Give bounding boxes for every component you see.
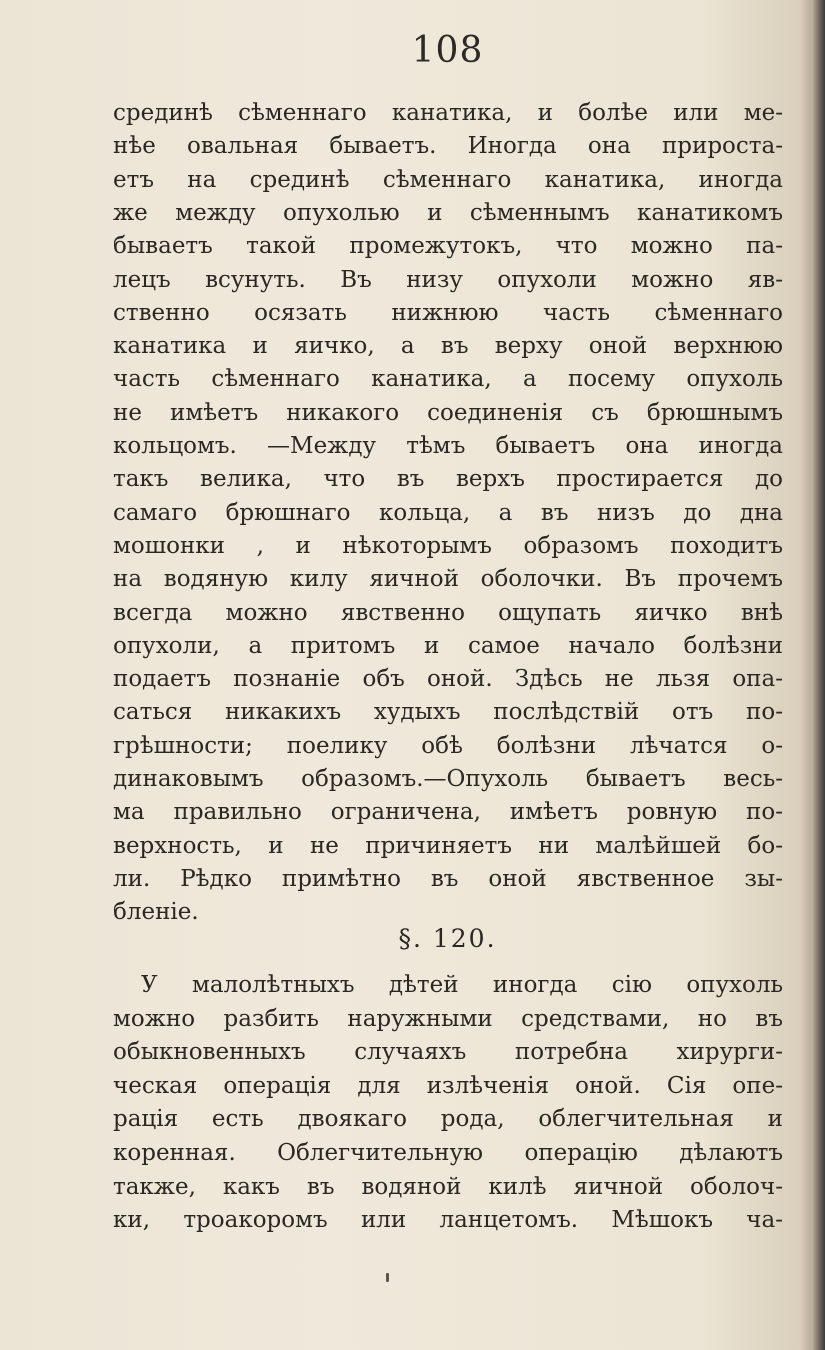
text-line: можно разбить наружными средствами, но въ xyxy=(113,1005,783,1032)
text-line: мошонки , и нѣкоторымъ образомъ походитъ xyxy=(113,532,783,559)
text-line: также, какъ въ водяной килѣ яичной оболоч- xyxy=(113,1173,783,1200)
text-line: бленіе. xyxy=(113,899,199,926)
text-line: срединѣ сѣменнаго канатика, и болѣе или ме- xyxy=(113,100,783,126)
text-line: грѣшности; поелику обѣ болѣзни лѣчатся о- xyxy=(113,732,783,759)
page-edge-shadow xyxy=(811,0,825,1350)
text-line: саться никакихъ худыхъ послѣдствій отъ по- xyxy=(113,699,783,726)
text-line: не имѣетъ никакого соединенія съ брюшнымъ xyxy=(113,399,783,426)
text-line: ческая операція для излѣченія оной. Сія опе- xyxy=(113,1072,783,1099)
text-line: бываетъ такой промежутокъ, что можно па- xyxy=(113,233,783,260)
ink-speck xyxy=(386,1273,389,1282)
text-line: коренная. Облегчительную операцію дѣлаютъ xyxy=(113,1140,783,1166)
text-line: У малолѣтныхъ дѣтей иногда сію опухоль xyxy=(141,972,783,998)
text-line: ственно осязать нижнюю часть сѣменнаго xyxy=(113,299,783,326)
text-line: динаковымъ образомъ.—Опухоль бываетъ весь- xyxy=(113,766,783,792)
text-line: нѣе овальная бываетъ. Иногда она прироста- xyxy=(113,133,783,160)
text-line: ки, троакоромъ или ланцетомъ. Мѣшокъ ча- xyxy=(113,1207,783,1234)
text-line: на водяную килу яичной оболочки. Въ прочемъ xyxy=(113,566,783,593)
text-line: етъ на срединѣ сѣменнаго канатика, иногда xyxy=(113,166,783,193)
text-line: ли. Рѣдко примѣтно въ оной явственное зы- xyxy=(113,865,783,892)
page-number: 108 xyxy=(411,30,484,71)
text-line: же между опухолью и сѣменнымъ канатикомъ xyxy=(113,199,783,226)
text-line: часть сѣменнаго канатика, а посему опухоль xyxy=(113,366,783,393)
text-line: обыкновенныхъ случаяхъ потребна хирурги- xyxy=(113,1039,783,1066)
text-line: лецъ всунуть. Въ низу опухоли можно яв- xyxy=(113,266,783,293)
text-line: ма правильно ограничена, имѣетъ ровную по- xyxy=(113,799,783,826)
text-line: рація есть двоякаго рода, облегчительная и xyxy=(113,1106,783,1133)
text-line: такъ велика, что въ верхъ простирается до xyxy=(113,466,783,493)
text-line: верхность, и не причиняетъ ни малѣйшей бо- xyxy=(113,832,783,859)
text-line: канатика и яичко, а въ верху оной верхнюю xyxy=(113,333,783,360)
section-heading: §. 120. xyxy=(398,924,497,953)
text-line: всегда можно явственно ощупать яичко внѣ xyxy=(113,599,783,626)
text-line: подаетъ познаніе объ оной. Здѣсь не льзя опа- xyxy=(113,666,783,693)
text-line: самаго брюшнаго кольца, а въ низъ до дна xyxy=(113,499,783,526)
text-line: опухоли, а притомъ и самое начало болѣзни xyxy=(113,632,783,659)
text-line: кольцомъ. —Между тѣмъ бываетъ она иногда xyxy=(113,433,783,459)
